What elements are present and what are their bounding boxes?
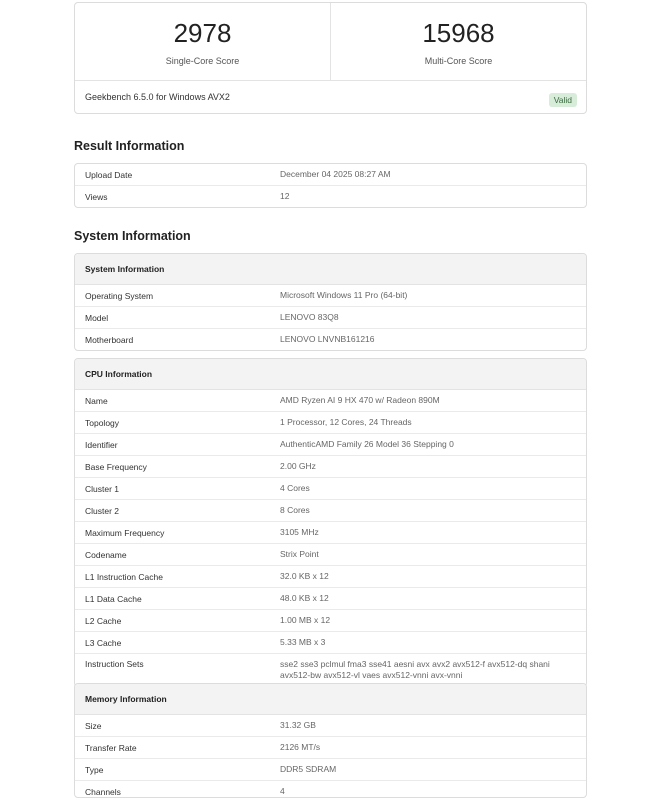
table-row <box>75 500 586 522</box>
row-value: 5.33 MB x 3 <box>280 637 326 648</box>
version-row <box>75 81 586 114</box>
cpu-information-rows <box>75 390 586 686</box>
row-key: Type <box>85 764 104 775</box>
row-key: Cluster 1 <box>85 483 120 494</box>
benchmark-version: Geekbench 6.5.0 for Windows AVX2 <box>85 92 230 102</box>
result-information-table <box>74 163 587 208</box>
score-card <box>74 2 587 114</box>
row-key: Instruction Sets <box>85 659 144 669</box>
row-key: Name <box>85 395 108 406</box>
table-row <box>75 390 586 412</box>
row-value: 1 Processor, 12 Cores, 24 Threads <box>280 417 412 428</box>
cpu-information-table-title: CPU Information <box>75 359 586 390</box>
single-core-score-label: Single-Core Score <box>165 56 240 66</box>
row-key: Operating System <box>85 290 154 301</box>
row-key: Base Frequency <box>85 461 147 472</box>
row-value: AuthenticAMD Family 26 Model 36 Stepping 0 <box>280 439 454 450</box>
table-row <box>75 781 586 798</box>
memory-information-table-title: Memory Information <box>75 684 586 715</box>
row-key: Size <box>85 720 102 731</box>
table-row <box>75 285 586 307</box>
table-row <box>75 329 586 350</box>
row-value: 8 Cores <box>280 505 310 516</box>
row-key: Identifier <box>85 439 118 450</box>
cpu-information-table <box>74 358 587 687</box>
memory-information-rows <box>75 715 586 798</box>
result-information-rows <box>75 164 586 207</box>
row-key: Motherboard <box>85 334 134 345</box>
row-key: Cluster 2 <box>85 505 120 516</box>
table-row <box>75 715 586 737</box>
memory-information-table <box>74 683 587 798</box>
row-value: 4 Cores <box>280 483 310 494</box>
row-value: AMD Ryzen AI 9 HX 470 w/ Radeon 890M <box>280 395 440 406</box>
row-value: 1.00 MB x 12 <box>280 615 331 626</box>
multi-core-score <box>330 3 586 80</box>
row-value: 31.32 GB <box>280 720 316 731</box>
table-row <box>75 186 586 207</box>
row-value: 4 <box>280 786 285 797</box>
row-key: Codename <box>85 549 127 560</box>
row-key: Channels <box>85 786 121 797</box>
row-key: L1 Instruction Cache <box>85 571 163 582</box>
system-information-table-title: System Information <box>75 254 586 285</box>
table-row <box>75 478 586 500</box>
system-information-heading: System Information <box>74 229 191 243</box>
scores-row <box>75 3 586 81</box>
row-value: 3105 MHz <box>280 527 319 538</box>
table-row <box>75 632 586 654</box>
row-key: Topology <box>85 417 120 428</box>
row-key: L3 Cache <box>85 637 122 648</box>
row-value: LENOVO 83Q8 <box>280 312 339 323</box>
single-core-score-value: 2978 <box>173 18 232 48</box>
multi-core-score-label: Multi-Core Score <box>424 56 493 66</box>
row-key: Views <box>85 191 108 202</box>
table-row <box>75 456 586 478</box>
table-row <box>75 522 586 544</box>
row-value: December 04 2025 08:27 AM <box>280 169 391 180</box>
row-value: 32.0 KB x 12 <box>280 571 329 582</box>
table-row <box>75 610 586 632</box>
table-row <box>75 759 586 781</box>
row-value: DDR5 SDRAM <box>280 764 337 775</box>
row-key: Maximum Frequency <box>85 527 165 538</box>
system-information-table <box>74 253 587 351</box>
row-value: LENOVO LNVNB161216 <box>280 334 375 345</box>
system-information-rows <box>75 285 586 350</box>
table-row <box>75 434 586 456</box>
row-value: 12 <box>280 191 290 202</box>
row-key: L2 Cache <box>85 615 122 626</box>
table-row <box>75 412 586 434</box>
row-value: 2126 MT/s <box>280 742 321 753</box>
multi-core-score-value: 15968 <box>422 18 495 48</box>
row-value: sse2 sse3 pclmul fma3 sse41 aesni avx avx2 avx512-f avx512-dq shani avx512-bw avx512-vl vaes avx512-vnni avx-vnni <box>280 659 550 680</box>
row-value: 2.00 GHz <box>280 461 316 472</box>
row-key: Model <box>85 312 109 323</box>
single-core-score <box>75 3 330 80</box>
row-key: Transfer Rate <box>85 742 137 753</box>
row-value: Microsoft Windows 11 Pro (64-bit) <box>280 290 408 301</box>
table-row <box>75 588 586 610</box>
table-row <box>75 737 586 759</box>
table-row <box>75 164 586 186</box>
table-row <box>75 654 586 686</box>
table-row <box>75 307 586 329</box>
table-row <box>75 544 586 566</box>
row-key: Upload Date <box>85 169 133 180</box>
table-row <box>75 566 586 588</box>
result-information-heading: Result Information <box>74 139 185 153</box>
row-value: 48.0 KB x 12 <box>280 593 329 604</box>
status-badge: Valid <box>549 93 577 107</box>
row-key: L1 Data Cache <box>85 593 142 604</box>
row-value: Strix Point <box>280 549 319 560</box>
